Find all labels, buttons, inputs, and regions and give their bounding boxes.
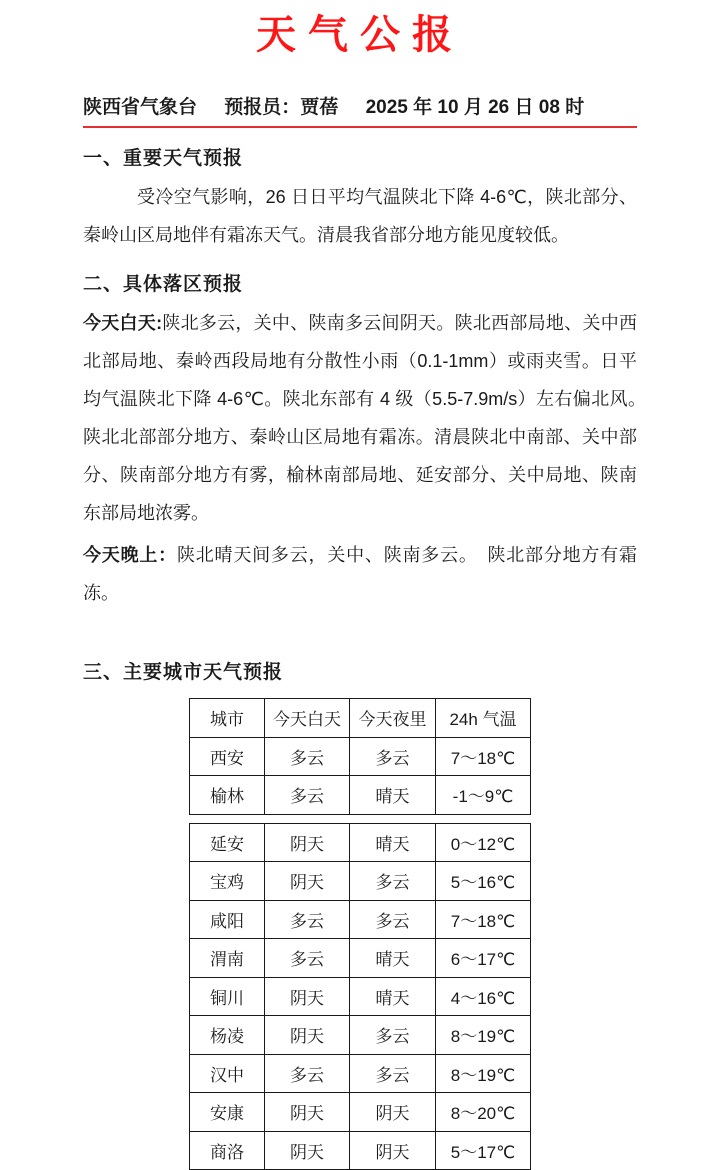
city-cell: 商洛 — [190, 1131, 265, 1170]
forecaster-name: 预报员：贾蓓 — [224, 97, 338, 118]
section2-heading: 二、具体落区预报 — [83, 270, 637, 300]
daytime-text: 陕北多云，关中、陕南多云间阴天。陕北西部局地、关中西北部局地、秦岭西段局地有分散性小雨（0.1-1mm）或雨夹雪。日平均气温陕北下降 4-6℃。陕北东部有 4 级（5.5-7.9m/s）左右偏北风。 陕北北部部分地方、秦岭山区局地有霜冻。清晨陕北中南部、关中部分、陕南部分地方有雾，榆林南部局地、延安部分、关中局地、陕南东部局地浓雾。 — [83, 313, 655, 523]
issuing-header — [83, 92, 637, 128]
table-row — [190, 1093, 531, 1132]
day-weather-cell: 阴天 — [265, 1093, 350, 1132]
daytime-label: 今天白天: — [83, 313, 162, 333]
table-row — [190, 823, 531, 862]
day-weather-cell: 多云 — [265, 776, 350, 815]
header-daytime: 今天白天 — [265, 699, 350, 738]
night-weather-cell: 多云 — [350, 862, 436, 901]
temp-cell: 8～19℃ — [436, 1054, 531, 1093]
table-row — [190, 1016, 531, 1055]
cities-weather-table-top — [189, 698, 531, 815]
cities-weather-table-bottom — [189, 823, 531, 1170]
day-weather-cell: 阴天 — [265, 823, 350, 862]
day-weather-cell: 多云 — [265, 1054, 350, 1093]
night-weather-cell: 晴天 — [350, 776, 436, 815]
day-weather-cell: 多云 — [265, 939, 350, 978]
issue-datetime: 2025 年 10 月 26 日 08 时 — [366, 97, 585, 118]
night-weather-cell: 晴天 — [350, 939, 436, 978]
night-weather-cell: 多云 — [350, 737, 436, 776]
temp-cell: 8～20℃ — [436, 1093, 531, 1132]
day-weather-cell: 阴天 — [265, 977, 350, 1016]
temp-cell: 7～18℃ — [436, 737, 531, 776]
night-weather-cell: 阴天 — [350, 1131, 436, 1170]
header-night: 今天夜里 — [350, 699, 436, 738]
city-cell: 杨凌 — [190, 1016, 265, 1055]
temp-cell: 7～18℃ — [436, 900, 531, 939]
city-cell: 榆林 — [190, 776, 265, 815]
temp-cell: 8～19℃ — [436, 1016, 531, 1055]
city-cell: 汉中 — [190, 1054, 265, 1093]
table-row — [190, 776, 531, 815]
night-weather-cell: 多云 — [350, 1054, 436, 1093]
day-weather-cell: 阴天 — [265, 1016, 350, 1055]
temp-cell: 6～17℃ — [436, 939, 531, 978]
night-text: 陕北晴天间多云，关中、陕南多云。 陕北部分地方有霜冻。 — [83, 545, 637, 603]
section3-heading: 三、主要城市天气预报 — [83, 658, 637, 688]
temp-cell: 5～16℃ — [436, 862, 531, 901]
day-weather-cell: 多云 — [265, 737, 350, 776]
table-row — [190, 1054, 531, 1093]
page-title: 天气公报 — [83, 0, 637, 60]
table-row — [190, 1131, 531, 1170]
section1-heading: 一、重要天气预报 — [83, 144, 637, 174]
night-label: 今天晚上： — [83, 545, 177, 565]
night-weather-cell: 多云 — [350, 900, 436, 939]
city-cell: 咸阳 — [190, 900, 265, 939]
city-cell: 宝鸡 — [190, 862, 265, 901]
city-cell: 延安 — [190, 823, 265, 862]
night-weather-cell: 阴天 — [350, 1093, 436, 1132]
night-weather-cell: 晴天 — [350, 977, 436, 1016]
table-row — [190, 939, 531, 978]
table-row — [190, 977, 531, 1016]
night-forecast-paragraph — [83, 536, 637, 612]
city-cell: 安康 — [190, 1093, 265, 1132]
city-cell: 西安 — [190, 737, 265, 776]
night-weather-cell: 多云 — [350, 1016, 436, 1055]
daytime-forecast-paragraph — [83, 304, 637, 532]
day-weather-cell: 多云 — [265, 900, 350, 939]
day-weather-cell: 阴天 — [265, 862, 350, 901]
night-weather-cell: 晴天 — [350, 823, 436, 862]
temp-cell: 4～16℃ — [436, 977, 531, 1016]
header-city: 城市 — [190, 699, 265, 738]
section1-paragraph: 受冷空气影响，26 日日平均气温陕北下降 4-6℃，陕北部分、秦岭山区局地伴有霜冻天气。清晨我省部分地方能见度较低。 — [83, 178, 637, 254]
agency-name: 陕西省气象台 — [83, 97, 197, 118]
temp-cell: 0～12℃ — [436, 823, 531, 862]
document-content — [83, 0, 637, 1170]
temp-cell: -1～9℃ — [436, 776, 531, 815]
city-cell: 铜川 — [190, 977, 265, 1016]
day-weather-cell: 阴天 — [265, 1131, 350, 1170]
temp-cell: 5～17℃ — [436, 1131, 531, 1170]
city-cell: 渭南 — [190, 939, 265, 978]
table-row — [190, 737, 531, 776]
table-header-row — [190, 699, 531, 738]
table-row — [190, 862, 531, 901]
table-row — [190, 900, 531, 939]
header-temp: 24h 气温 — [436, 699, 531, 738]
